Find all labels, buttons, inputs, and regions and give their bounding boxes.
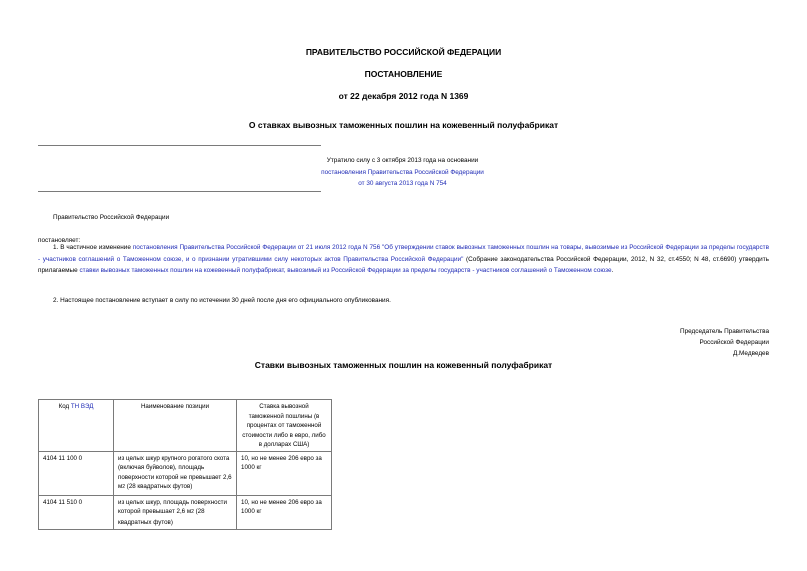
decree-756-link[interactable]: постановления Правительства Российской Федерации от 21 июля 2012 года N 756 "Об утверждении ставок вывозных таможенных пошлин на товары, вывозимые из Российской Федерации за пределы государств - участников соглашений о Таможенном союзе, и о признании утратившими силу некоторых актов Правительства Российской Федерации"	[38, 244, 770, 263]
paragraph-1-prefix: 1. В частичное изменение	[53, 244, 133, 251]
document-date-number: от 22 декабря 2012 года N 1369	[338, 91, 469, 101]
header-name: Наименование позиции	[114, 400, 237, 452]
header-rate: Ставка вывозной таможенной пошлины (в процентах от таможенной стоимости либо в евро, либо в долларах США)	[237, 400, 332, 452]
row-code: 4104 11 510 0	[39, 495, 114, 529]
row-name	[114, 451, 237, 495]
paragraph-1	[38, 242, 769, 277]
rates-title: Ставки вывозных таможенных пошлин на кожевенный полуфабрикат	[254, 360, 553, 370]
government-heading: ПРАВИТЕЛЬСТВО РОССИЙСКОЙ ФЕДЕРАЦИИ	[305, 47, 502, 57]
row-name-suffix: (28 квадратных футов)	[125, 483, 193, 490]
row-name-superscript: 2	[191, 509, 194, 515]
document-type: ПОСТАНОВЛЕНИЕ	[364, 69, 443, 79]
header-code-prefix: Код	[58, 403, 71, 410]
row-rate: 10, но не менее 206 евро за 1000 кг	[237, 495, 332, 529]
row-name-text: из целых шкур, площадь поверхности которой превышает 2,6 м	[118, 498, 227, 515]
document-title: О ставках вывозных таможенных пошлин на кожевенный полуфабрикат	[248, 120, 559, 130]
signature-name: Д.Медведев	[732, 350, 769, 357]
rates-link[interactable]: ставки вывозных таможенных пошлин на кожевенный полуфабрикат, вывозимый из Российской Федерации за пределы государств - участников соглашений о Таможенном союзе	[79, 267, 612, 274]
header-code	[39, 400, 114, 452]
signature-country: Российской Федерации	[699, 339, 769, 346]
row-name	[114, 495, 237, 529]
tn-ved-link[interactable]: ТН ВЭД	[70, 403, 94, 410]
repeal-decree-date-link[interactable]: от 30 августа 2013 года N 754	[358, 180, 447, 187]
table-row	[39, 495, 332, 529]
repeal-note-text: Утратило силу с 3 октября 2013 года на основании	[326, 157, 479, 164]
paragraph-2: 2. Настоящее постановление вступает в силу по истечении 30 дней после дня его официального опубликования.	[53, 297, 391, 304]
row-name-superscript: 2	[122, 484, 126, 490]
row-name-suffix: (28 квадратных футов)	[118, 508, 205, 526]
paragraph-1-middle: (Собрание законодательства Российской Федерации, 2012, N 32, ст.4550; N 48, ст.6690) утвердить прилагаемые	[38, 255, 769, 274]
rates-table	[38, 399, 332, 530]
resolves-word: постановляет:	[38, 237, 81, 244]
repeal-note	[250, 155, 555, 190]
row-name-text: из целых шкур крупного рогатого скота (включая буйволов), площадь поверхности которой не превышает 2,6 м	[118, 454, 232, 490]
table-row	[39, 451, 332, 495]
signature-block	[680, 326, 769, 359]
table-header-row	[39, 400, 332, 452]
repeal-decree-link[interactable]: постановления Правительства Российской Федерации	[321, 168, 484, 176]
enacting-authority: Правительство Российской Федерации	[53, 214, 170, 221]
row-rate: 10, но не менее 206 евро за 1000 кг	[237, 451, 332, 495]
signature-position: Председатель Правительства	[680, 328, 769, 335]
paragraph-1-suffix: .	[611, 267, 614, 274]
divider-bottom	[38, 191, 321, 192]
divider-top	[38, 145, 321, 146]
row-code: 4104 11 100 0	[39, 451, 114, 495]
